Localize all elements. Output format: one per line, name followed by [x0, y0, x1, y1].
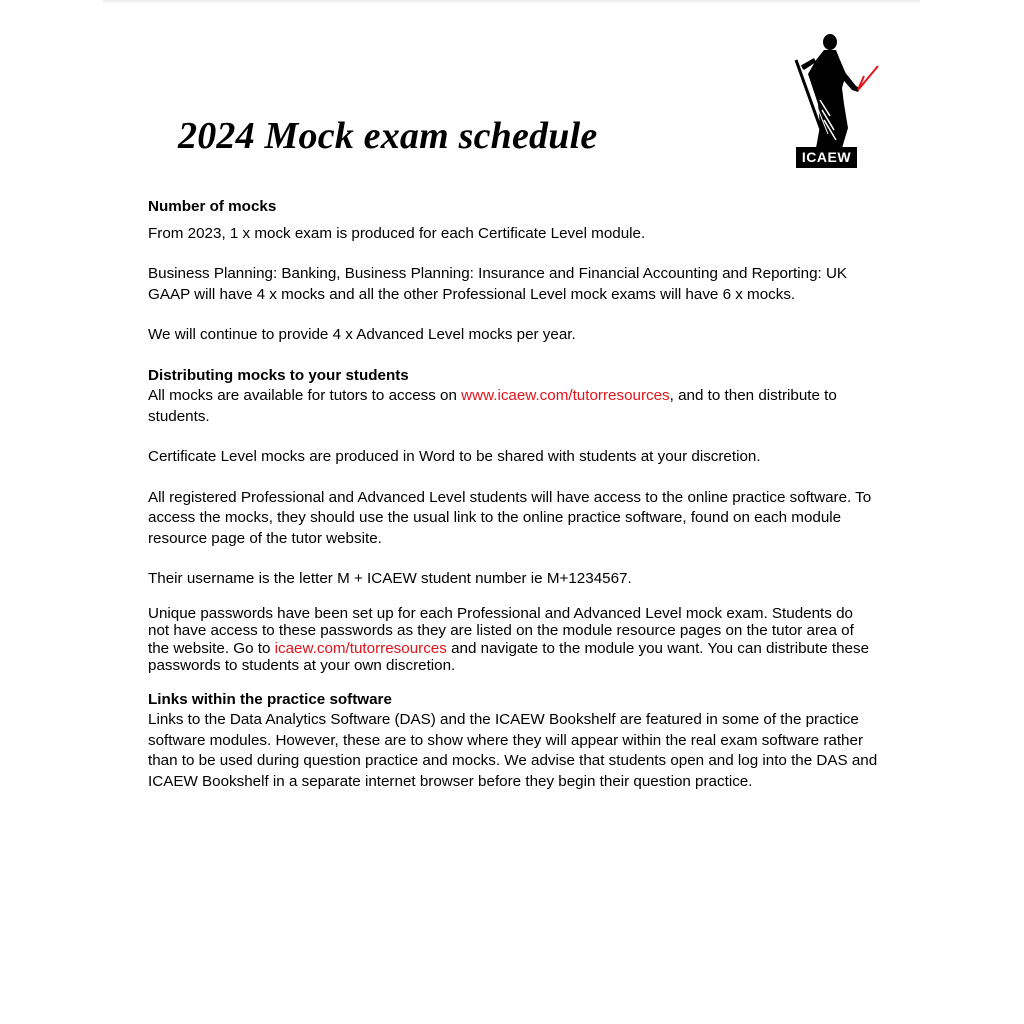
- tutor-resources-link[interactable]: www.icaew.com/tutorresources: [461, 387, 670, 404]
- paragraph: Links to the Data Analytics Software (DAS) and the ICAEW Bookshelf are featured in some of the practice software modules. However, these are to show where they will appear within the real exam software rather than to be used during question practice and mocks. We advise that students open and log into the DAS and ICAEW Bookshelf in a separate internet browser before they begin their question practice.: [148, 711, 878, 790]
- page-top-edge: [103, 0, 920, 4]
- icaew-logo-text: ICAEW: [796, 147, 857, 168]
- paragraph: We will continue to provide 4 x Advanced Level mocks per year.: [148, 326, 576, 343]
- paragraph: [148, 386, 878, 427]
- paragraph: All registered Professional and Advanced Level students will have access to the online practice software. To access the mocks, they should use the usual link to the online practice software, found on each module resource page of the tutor website.: [148, 488, 872, 547]
- section-heading-number-of-mocks: Number of mocks: [148, 198, 277, 215]
- paragraph: [148, 605, 878, 675]
- paragraph: Certificate Level mocks are produced in Word to be shared with students at your discretion.: [148, 448, 761, 465]
- icaew-logo: [790, 30, 882, 170]
- paragraph: Their username is the letter M + ICAEW student number ie M+1234567.: [148, 570, 632, 587]
- tutor-resources-link-short[interactable]: icaew.com/tutorresources: [274, 639, 447, 657]
- section-heading-links-within-software: Links within the practice software: [148, 690, 392, 708]
- paragraph-text: and navigate to the module you want. You can distribute these passwords to students at your own discretion.: [148, 639, 870, 674]
- paragraph: Business Planning: Banking, Business Planning: Insurance and Financial Accounting and Reporting: UK GAAP will have 4 x mocks and all the other Professional Level mock exams will have 6 x mocks.: [148, 265, 848, 303]
- page-title: 2024 Mock exam schedule: [178, 115, 598, 157]
- document-body: [148, 197, 878, 792]
- paragraph-text: , and to then distribute to students.: [148, 387, 837, 425]
- icaew-logo-figure-icon: [790, 30, 882, 148]
- paragraph: From 2023, 1 x mock exam is produced for each Certificate Level module.: [148, 224, 646, 242]
- paragraph-text: All mocks are available for tutors to access on: [148, 387, 462, 404]
- paragraph-text: Unique passwords have been set up for each Professional and Advanced Level mock exam. Students do not have access to these passwords as they are listed on the module resource pages on the tutor area of the website. Go to: [148, 604, 854, 657]
- section-heading-distributing-mocks: Distributing mocks to your students: [148, 366, 409, 384]
